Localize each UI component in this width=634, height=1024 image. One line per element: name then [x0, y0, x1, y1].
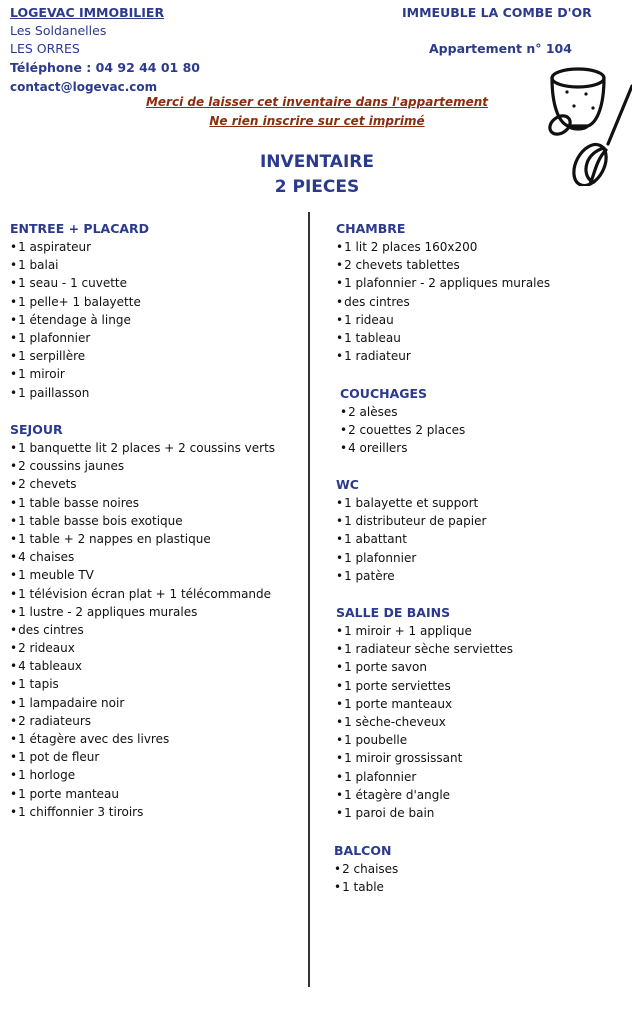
- phone-number: Téléphone : 04 92 44 01 80: [10, 60, 201, 75]
- item-list: [336, 494, 486, 585]
- list-item: • 2 radiateurs: [10, 712, 275, 730]
- section-salle-de-bains: [336, 604, 513, 822]
- list-item: • 2 coussins jaunes: [10, 457, 275, 475]
- list-item: • 1 paroi de bain: [336, 804, 513, 822]
- list-item: • 1 table basse noires: [10, 494, 275, 512]
- list-item: • 1 meuble TV: [10, 566, 275, 584]
- list-item: • 1 tableau: [336, 329, 550, 347]
- list-item: • 1 plafonnier: [336, 549, 486, 567]
- item-list: [340, 403, 465, 458]
- list-item: • 1 étendage à linge: [10, 311, 149, 329]
- section-sejour: [10, 421, 275, 821]
- list-item: • 1 miroir + 1 applique: [336, 622, 513, 640]
- list-item: • 1 lit 2 places 160x200: [336, 238, 550, 256]
- notice-line-1: Merci de laisser cet inventaire dans l'appartement: [145, 95, 489, 109]
- list-item: • 1 paillasson: [10, 384, 149, 402]
- section-heading: BALCON: [334, 843, 392, 858]
- list-item: • 4 tableaux: [10, 657, 275, 675]
- list-item: • 1 patère: [336, 567, 486, 585]
- section-heading: ENTREE + PLACARD: [10, 221, 150, 236]
- section-heading: SEJOUR: [10, 422, 63, 437]
- list-item: • 1 seau - 1 cuvette: [10, 274, 149, 292]
- list-item: • 1 table + 2 nappes en plastique: [10, 530, 275, 548]
- item-list: [10, 439, 275, 821]
- list-item: • 1 lampadaire noir: [10, 694, 275, 712]
- list-item: • 1 balayette et support: [336, 494, 486, 512]
- list-item: • 1 étagère d'angle: [336, 786, 513, 804]
- item-list: [334, 860, 398, 896]
- list-item: • 1 radiateur sèche serviettes: [336, 640, 513, 658]
- address-line-1: Les Soldanelles: [10, 23, 107, 38]
- list-item: • 2 chevets tablettes: [336, 256, 550, 274]
- section-entree-placard: [10, 220, 149, 402]
- list-item: • 1 horloge: [10, 766, 275, 784]
- list-item: • 1 rideau: [336, 311, 550, 329]
- item-list: [10, 238, 149, 402]
- list-item: • des cintres: [10, 621, 275, 639]
- list-item: • 1 tapis: [10, 675, 275, 693]
- email-address: contact@logevac.com: [10, 80, 158, 94]
- section-couchages: [340, 385, 465, 458]
- list-item: • 1 radiateur: [336, 347, 550, 365]
- section-heading: WC: [336, 477, 359, 492]
- section-heading: COUCHAGES: [340, 386, 428, 401]
- list-item: • 1 sèche-cheveux: [336, 713, 513, 731]
- list-item: • 1 lustre - 2 appliques murales: [10, 603, 275, 621]
- list-item: • 1 plafonnier: [10, 329, 149, 347]
- building-name: IMMEUBLE LA COMBE D'OR: [402, 5, 592, 20]
- section-chambre: [336, 220, 550, 365]
- list-item: • 1 porte savon: [336, 658, 513, 676]
- list-item: • 1 porte manteau: [10, 785, 275, 803]
- list-item: • 1 porte serviettes: [336, 677, 513, 695]
- column-divider: [308, 212, 310, 987]
- list-item: • 2 rideaux: [10, 639, 275, 657]
- list-item: • 1 plafonnier - 2 appliques murales: [336, 274, 550, 292]
- list-item: • 1 serpillère: [10, 347, 149, 365]
- list-item: • 1 télévision écran plat + 1 télécommande: [10, 585, 275, 603]
- list-item: • 1 étagère avec des livres: [10, 730, 275, 748]
- section-balcon: [334, 842, 398, 896]
- list-item: • 2 alèses: [340, 403, 465, 421]
- list-item: • 1 poubelle: [336, 731, 513, 749]
- page-title: INVENTAIRE: [259, 152, 374, 172]
- item-list: [336, 238, 550, 365]
- list-item: • 1 chiffonnier 3 tiroirs: [10, 803, 275, 821]
- list-item: • 4 chaises: [10, 548, 275, 566]
- list-item: • 4 oreillers: [340, 439, 465, 457]
- list-item: • 2 chaises: [334, 860, 398, 878]
- list-item: • 1 pot de fleur: [10, 748, 275, 766]
- item-list: [336, 622, 513, 822]
- list-item: • 1 miroir grossissant: [336, 749, 513, 767]
- address-line-2: LES ORRES: [10, 41, 80, 56]
- list-item: • 1 pelle+ 1 balayette: [10, 293, 149, 311]
- list-item: • 2 couettes 2 places: [340, 421, 465, 439]
- section-heading: CHAMBRE: [336, 221, 406, 236]
- list-item: • 1 plafonnier: [336, 768, 513, 786]
- notice-line-2: Ne rien inscrire sur cet imprimé: [209, 114, 425, 128]
- section-heading: SALLE DE BAINS: [336, 605, 451, 620]
- list-item: • 1 balai: [10, 256, 149, 274]
- list-item: • 1 abattant: [336, 530, 486, 548]
- list-item: • 1 miroir: [10, 365, 149, 383]
- list-item: • 1 porte manteaux: [336, 695, 513, 713]
- company-name: LOGEVAC IMMOBILIER: [10, 5, 165, 20]
- list-item: • 2 chevets: [10, 475, 275, 493]
- section-wc: [336, 476, 486, 585]
- list-item: • 1 banquette lit 2 places + 2 coussins verts: [10, 439, 275, 457]
- list-item: • 1 table basse bois exotique: [10, 512, 275, 530]
- list-item: • des cintres: [336, 293, 550, 311]
- apartment-number: Appartement n° 104: [429, 41, 572, 56]
- list-item: • 1 distributeur de papier: [336, 512, 486, 530]
- list-item: • 1 table: [334, 878, 398, 896]
- list-item: • 1 aspirateur: [10, 238, 149, 256]
- page-subtitle: 2 PIECES: [274, 177, 360, 197]
